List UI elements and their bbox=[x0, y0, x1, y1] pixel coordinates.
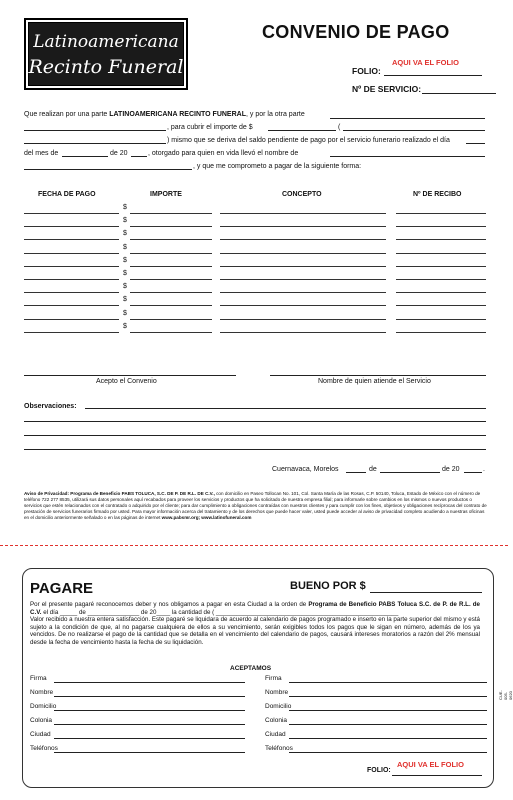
amount-field[interactable] bbox=[268, 130, 336, 131]
deceased-name-field[interactable] bbox=[330, 156, 485, 157]
date-de-1: de bbox=[369, 466, 377, 473]
funeral-logo bbox=[24, 18, 188, 90]
obs-line-2[interactable] bbox=[24, 421, 486, 422]
row-7-recibo-field[interactable] bbox=[396, 292, 486, 293]
row-6-fecha-field[interactable] bbox=[24, 279, 119, 280]
row-5-recibo-field[interactable] bbox=[396, 266, 486, 267]
date-day-field[interactable] bbox=[346, 472, 366, 473]
logo-line2: Recinto Funeral bbox=[28, 56, 184, 78]
obs-line-1[interactable] bbox=[85, 408, 486, 409]
row-10-dollar-sign: $ bbox=[123, 322, 127, 330]
p1-company: Programa de Beneficio PABS Toluca S.C. de P. de R.L. de C.V. bbox=[30, 601, 480, 616]
body-line1 bbox=[24, 110, 305, 119]
right-field-label-1: Firma bbox=[265, 675, 282, 682]
left-field-label-1: Firma bbox=[30, 675, 47, 682]
row-8-dollar-sign: $ bbox=[123, 296, 127, 304]
logo-line1: Latinoamericana bbox=[33, 32, 179, 52]
left-field-line-1[interactable] bbox=[54, 682, 245, 683]
col-concepto-header: CONCEPTO bbox=[282, 191, 322, 198]
left-field-line-4[interactable] bbox=[54, 724, 245, 725]
col-importe-header: IMPORTE bbox=[150, 191, 182, 198]
folio-line bbox=[384, 75, 482, 76]
company-name: LATINOAMERICANA RECINTO FUNERAL bbox=[109, 111, 246, 118]
row-8-fecha-field[interactable] bbox=[24, 305, 119, 306]
body-line5: , y que me comprometo a pagar de la siguiente forma: bbox=[193, 163, 362, 170]
row-9-fecha-field[interactable] bbox=[24, 319, 119, 320]
right-field-label-5: Ciudad bbox=[265, 731, 286, 738]
row-4-dollar-sign: $ bbox=[123, 243, 127, 251]
pagare-p2: Valor recibido a nuestra entera satisfacción. Este pagaré se liquidara de acuerdo al calendario de pagos programado e inserto en la parte superior del mismo y está sujeto a la condición de que, al no pagarse cualquiera de ellos a su vencimiento, serán exigibles todos los pagos que le sigan en número, además de los ya vencidos. De no realizarse el pago de la cantidad que se detalla en el vencimiento del calendario de pagos, causará intereses moratorios a razón del 2% mensual desde la fecha de vencimiento hasta la fecha de su liquidación. bbox=[30, 616, 480, 646]
amount-words-field[interactable] bbox=[343, 130, 485, 131]
party-name-field[interactable] bbox=[24, 130, 166, 131]
folio-label: FOLIO: bbox=[352, 66, 381, 76]
row-4-recibo-field[interactable] bbox=[396, 253, 486, 254]
servicio-field[interactable] bbox=[422, 93, 496, 94]
perforation-line bbox=[0, 545, 508, 546]
folio-value: AQUI VA EL FOLIO bbox=[392, 58, 459, 67]
atiende-label: Nombre de quien atiende el Servicio bbox=[318, 378, 431, 385]
date-month-field[interactable] bbox=[380, 472, 440, 473]
row-4-fecha-field[interactable] bbox=[24, 253, 119, 254]
col-recibo-header: Nº DE RECIBO bbox=[413, 191, 462, 198]
row-9-dollar-sign: $ bbox=[123, 309, 127, 317]
right-field-label-2: Nombre bbox=[265, 689, 289, 696]
year-field[interactable] bbox=[131, 156, 147, 157]
row-1-importe-field[interactable] bbox=[130, 213, 212, 214]
left-field-label-3: Domicilio bbox=[30, 703, 57, 710]
right-field-line-2[interactable] bbox=[289, 696, 487, 697]
row-3-importe-field[interactable] bbox=[130, 239, 212, 240]
document-title: CONVENIO DE PAGO bbox=[262, 22, 450, 42]
right-field-label-3: Domicilio bbox=[265, 703, 292, 710]
date-end: . bbox=[483, 466, 485, 473]
left-field-line-6[interactable] bbox=[54, 752, 245, 753]
row-10-recibo-field[interactable] bbox=[396, 332, 486, 333]
row-3-dollar-sign: $ bbox=[123, 230, 127, 238]
right-field-line-5[interactable] bbox=[289, 738, 487, 739]
row-7-importe-field[interactable] bbox=[130, 292, 212, 293]
right-field-label-4: Colonia bbox=[265, 717, 288, 724]
privacy-bold: Aviso de Privacidad: Programa de Beneficio PABS TOLUCA, S.C. DE P. DE R.L. DE C.V., bbox=[24, 491, 215, 496]
left-field-label-4: Colonia bbox=[30, 717, 53, 724]
right-field-line-4[interactable] bbox=[289, 724, 487, 725]
row-6-recibo-field[interactable] bbox=[396, 279, 486, 280]
row-8-concepto-field[interactable] bbox=[220, 305, 386, 306]
privacy-notice bbox=[24, 491, 489, 521]
mes-label: del mes de bbox=[24, 150, 59, 157]
row-2-dollar-sign: $ bbox=[123, 217, 127, 225]
row-7-dollar-sign: $ bbox=[123, 283, 127, 291]
right-field-line-3[interactable] bbox=[289, 710, 487, 711]
servicio-label: Nº DE SERVICIO: bbox=[352, 84, 422, 94]
year-label: de 20 bbox=[110, 150, 128, 157]
row-5-dollar-sign: $ bbox=[123, 256, 127, 264]
row-1-dollar-sign: $ bbox=[123, 204, 127, 211]
line2-text: , para cubrir el importe de $ bbox=[167, 124, 253, 131]
row-2-recibo-field[interactable] bbox=[396, 226, 486, 227]
obs-line-4[interactable] bbox=[24, 449, 486, 450]
deceased-name-field-2[interactable] bbox=[24, 169, 192, 170]
day-field[interactable] bbox=[466, 143, 485, 144]
p1-a: Por el presente pagaré reconocemos deber y nos obligamos a pagar en esta Ciudad a la orden de bbox=[30, 601, 309, 608]
city-label: Cuernavaca, Morelos bbox=[272, 466, 339, 473]
right-field-line-1[interactable] bbox=[289, 682, 487, 683]
pagare-folio-value: AQUI VA EL FOLIO bbox=[397, 760, 464, 769]
left-field-label-5: Ciudad bbox=[30, 731, 51, 738]
body-line4: , otorgado para quien en vida llevó el nombre de bbox=[148, 150, 299, 157]
date-de-2: de 20 bbox=[442, 466, 460, 473]
line1-text: Que realizan por una parte bbox=[24, 111, 110, 118]
left-field-label-6: Teléfonos bbox=[30, 745, 58, 752]
date-year-field[interactable] bbox=[464, 472, 482, 473]
open-paren: ( bbox=[338, 124, 341, 131]
row-8-recibo-field[interactable] bbox=[396, 305, 486, 306]
line1-tail: , y por la otra parte bbox=[246, 111, 305, 118]
row-8-importe-field[interactable] bbox=[130, 305, 212, 306]
row-10-importe-field[interactable] bbox=[130, 332, 212, 333]
row-3-recibo-field[interactable] bbox=[396, 239, 486, 240]
pagare-text bbox=[30, 601, 480, 647]
privacy-text: con domicilio en Paseo Tollocan No. 101, Col. Santa María de las Rosas, C.P. 50140, Toluca, Estado de México con el número de teléfono 722 277 8535, utilizará sus datos personales aquí recabados para proveer los servicios y productos que ha solicitado de nuestra empresa filial; para informarle sobre cambios en los mismos o nuevos productos o servicios que estén relacionados con el contratado o adquirido por el cliente; para dar cumplimiento a obligaciones contraídas con nuestros clientes y para cumplir con los fines, objetivos y obligaciones recíprocas del contrato de prestación de servicios funerarios firmado por usted. Para mayor información acerca del tratamiento y de los derechos que puede hacer valer, usted puede acceder al aviso de privacidad completo acudiendo a nuestras oficinas en el domicilio anteriormente señalado o en las páginas de internet bbox=[24, 491, 487, 520]
left-field-line-3[interactable] bbox=[54, 710, 245, 711]
row-9-recibo-field[interactable] bbox=[396, 319, 486, 320]
amount-words-field-2[interactable] bbox=[24, 143, 166, 144]
row-6-importe-field[interactable] bbox=[130, 279, 212, 280]
body-line2 bbox=[167, 123, 253, 132]
signature-line-left[interactable] bbox=[24, 375, 236, 376]
pagare-p1 bbox=[30, 601, 480, 616]
month-field[interactable] bbox=[62, 156, 108, 157]
row-1-fecha-field[interactable] bbox=[24, 213, 119, 214]
row-1-concepto-field[interactable] bbox=[220, 213, 386, 214]
row-2-fecha-field[interactable] bbox=[24, 226, 119, 227]
left-field-label-2: Nombre bbox=[30, 689, 54, 696]
other-party-field[interactable] bbox=[330, 118, 485, 119]
row-7-concepto-field[interactable] bbox=[220, 292, 386, 293]
col-fecha-header: FECHA DE PAGO bbox=[38, 191, 96, 198]
p1-c: el día _____ de _______________ de 20____ la cantidad de ( _____________________________________________________ bbox=[41, 608, 399, 616]
row-6-concepto-field[interactable] bbox=[220, 279, 386, 280]
row-7-fecha-field[interactable] bbox=[24, 292, 119, 293]
row-4-concepto-field[interactable] bbox=[220, 253, 386, 254]
signature-line-right[interactable] bbox=[270, 375, 486, 376]
row-2-importe-field[interactable] bbox=[130, 226, 212, 227]
row-3-concepto-field[interactable] bbox=[220, 239, 386, 240]
row-5-importe-field[interactable] bbox=[130, 266, 212, 267]
row-10-fecha-field[interactable] bbox=[24, 332, 119, 333]
left-field-line-2[interactable] bbox=[54, 696, 245, 697]
row-2-concepto-field[interactable] bbox=[220, 226, 386, 227]
obs-line-3[interactable] bbox=[24, 435, 486, 436]
privacy-web: www.pabsmr.org; www.latinofuneral.com bbox=[161, 515, 252, 520]
row-9-concepto-field[interactable] bbox=[220, 319, 386, 320]
right-field-line-6[interactable] bbox=[289, 752, 487, 753]
row-10-concepto-field[interactable] bbox=[220, 332, 386, 333]
row-5-concepto-field[interactable] bbox=[220, 266, 386, 267]
pagare-folio-label: FOLIO: bbox=[367, 767, 391, 774]
bueno-por-label: BUENO POR $ bbox=[290, 580, 366, 592]
pagare-folio-line bbox=[392, 775, 482, 776]
row-4-importe-field[interactable] bbox=[130, 253, 212, 254]
observaciones-label: Observaciones: bbox=[24, 403, 77, 410]
right-field-label-6: Teléfonos bbox=[265, 745, 293, 752]
row-5-fecha-field[interactable] bbox=[24, 266, 119, 267]
row-9-importe-field[interactable] bbox=[130, 319, 212, 320]
left-field-line-5[interactable] bbox=[54, 738, 245, 739]
aceptamos-label: ACEPTAMOS bbox=[230, 665, 272, 672]
row-6-dollar-sign: $ bbox=[123, 270, 127, 277]
pagare-title: PAGARE bbox=[30, 580, 94, 597]
row-3-fecha-field[interactable] bbox=[24, 239, 119, 240]
acepto-label: Acepto el Convenio bbox=[96, 378, 157, 385]
side-code: CUE-005-0620 bbox=[498, 690, 513, 700]
row-1-recibo-field[interactable] bbox=[396, 213, 486, 214]
body-line3: ) mismo que se deriva del saldo pendiente de pago por el servicio funerario realizado el día bbox=[167, 137, 450, 144]
bueno-por-field[interactable] bbox=[370, 592, 482, 593]
